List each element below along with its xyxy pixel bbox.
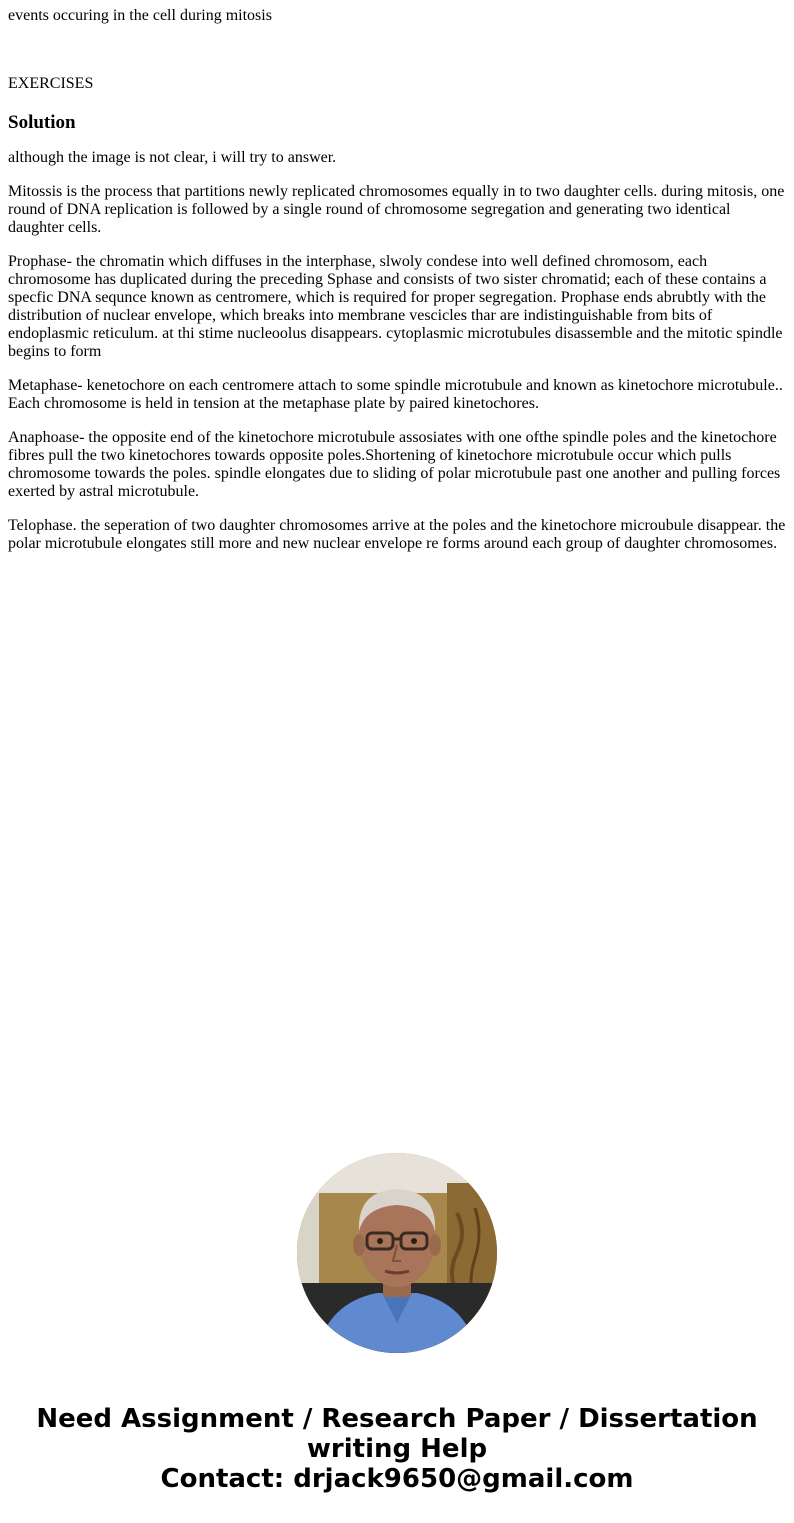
promo-banner	[0, 1404, 794, 1494]
solution-paragraph: Telophase. the seperation of two daughter chromosomes arrive at the poles and the kinetochore microubule disappear. the polar microtubule elongates still more and new nuclear envelope re forms around each group of daughter chromosomes.	[8, 517, 786, 552]
solution-paragraph: Metaphase- kenetochore on each centromere attach to some spindle microtubule and known as kinetochore microtubule.. Each chromosome is held in tension at the metaphase plate by paired kinetochores.	[8, 377, 783, 412]
solution-paragraph: Mitossis is the process that partitions newly replicated chromosomes equally in to two daughter cells. during mitosis, one round of DNA replication is followed by a single round of chromosome segregation and generating two identical daughter cells.	[8, 183, 785, 236]
question-text: events occuring in the cell during mitosis	[8, 7, 272, 24]
solution-paragraph: Prophase- the chromatin which diffuses in the interphase, slwoly condese into well defined chromosom, each chromosome has duplicated during the preceding Sphase and consists of two sister chromatid; each of these contains a specfic DNA sequnce known as centromere, which is required for proper segregation. Prophase ends abrubtly with the distribution of nuclear envelope, which breaks into membrane vescicles thar are indistinguishable from bits of endoplasmic reticulum. at thi stime nucleoolus disappears. cytoplasmic microtubules disassemble and the mitotic spindle begins to form	[8, 253, 783, 360]
promo-contact-line: Contact: drjack9650@gmail.com	[160, 1464, 634, 1494]
solution-paragraph: Anaphoase- the opposite end of the kinetochore microtubule assosiates with one ofthe spindle poles and the kinetochore fibres pull the two kinetochores towards opposite poles.Shortening of kinetochore microtubule occur which pulls chromosome towards the poles. spindle elongates due to sliding of polar microtubule past one another and pulling forces exerted by astral microtubule.	[8, 429, 781, 500]
exercises-label: EXERCISES	[8, 75, 94, 92]
author-portrait-image	[297, 1153, 497, 1353]
solution-heading: Solution	[8, 112, 76, 133]
author-avatar	[297, 1153, 497, 1353]
solution-paragraph: although the image is not clear, i will try to answer.	[8, 149, 337, 166]
promo-line-2: writing Help	[306, 1434, 488, 1464]
document-body	[8, 0, 786, 553]
promo-line-1: Need Assignment / Research Paper / Dissertation	[36, 1404, 758, 1434]
